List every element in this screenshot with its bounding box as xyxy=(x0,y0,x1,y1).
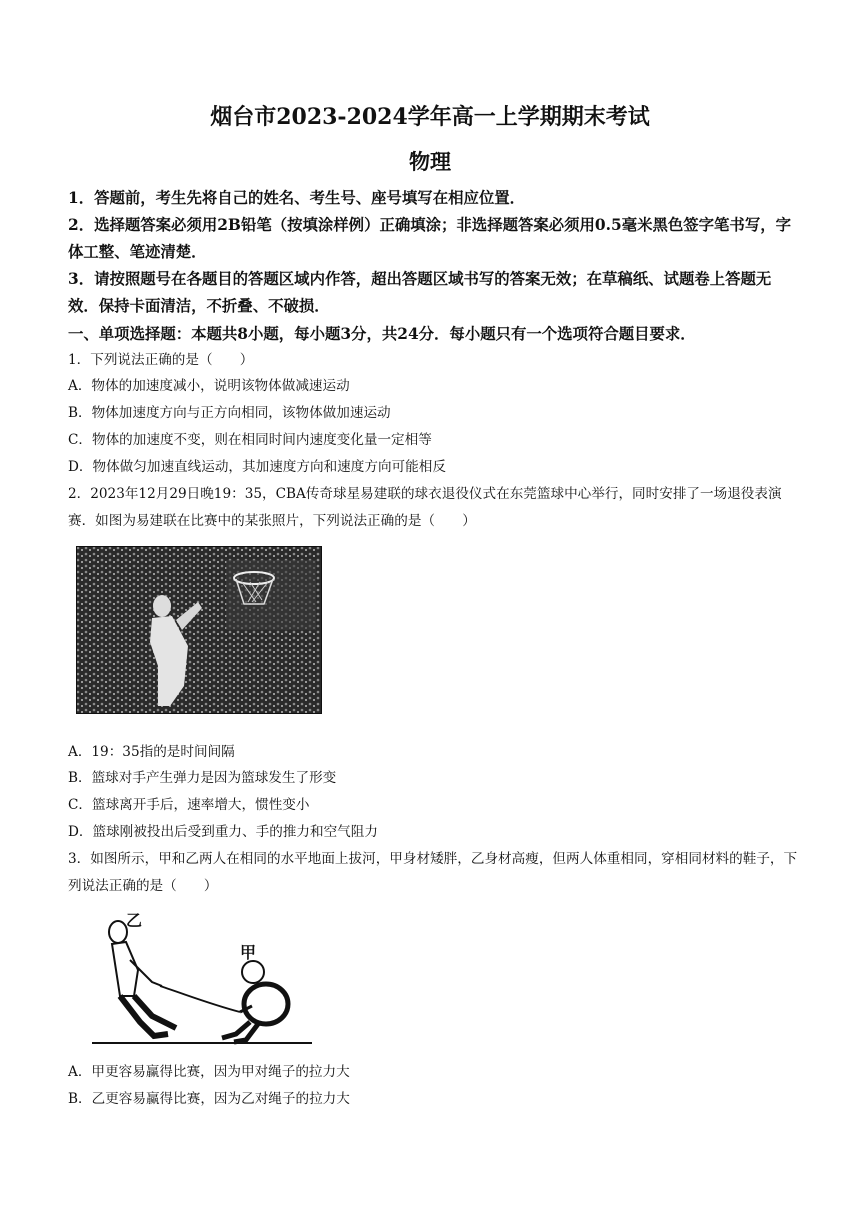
figure-label-jia: 甲 xyxy=(240,943,257,962)
instruction-2: 2．选择题答案必须用2B铅笔（按填涂样例）正确填涂；非选择题答案必须用0.5毫米黑色签字笔书写，字体工整、笔迹清楚． xyxy=(68,216,791,261)
question-2-option-a: A．19：35指的是时间间隔 xyxy=(68,744,235,760)
question-1-option-c: C．物体的加速度不变，则在相同时间内速度变化量一定相等 xyxy=(68,432,432,448)
question-1-option-d: D．物体做匀加速直线运动，其加速度方向和速度方向可能相反 xyxy=(68,459,446,475)
question-1-option-a: A．物体的加速度减小，说明该物体做减速运动 xyxy=(68,378,350,394)
question-1-option-b: B．物体加速度方向与正方向相同，该物体做加速运动 xyxy=(68,405,391,421)
figure-label-yi: 乙 xyxy=(126,911,143,930)
exam-title: 烟台市2023-2024学年高一上学期期末考试 xyxy=(210,104,650,130)
question-2-option-c: C．篮球离开手后，速率增大，惯性变小 xyxy=(68,797,310,813)
question-3-option-b: B．乙更容易赢得比赛，因为乙对绳子的拉力大 xyxy=(68,1091,350,1107)
instruction-3: 3．请按照题号在各题目的答题区域内作答，超出答题区域书写的答案无效；在草稿纸、试题卷上答题无效．保持卡面清洁，不折叠、不破损． xyxy=(68,270,772,315)
basketball-photo xyxy=(76,546,322,714)
tug-of-war-figure xyxy=(90,900,320,1050)
subject-title: 物理 xyxy=(409,149,451,174)
question-2-stem: 2．2023年12月29日晚19：35，CBA传奇球星易建联的球衣退役仪式在东莞篮球中心举行，同时安排了一场退役表演赛．如图为易建联在比赛中的某张照片，下列说法正确的是（ ） xyxy=(68,486,782,529)
instruction-1: 1．答题前，考生先将自己的姓名、考生号、座号填写在相应位置． xyxy=(68,189,526,207)
question-1-stem: 1．下列说法正确的是（ ） xyxy=(68,352,254,368)
question-2-option-b: B．篮球对手产生弹力是因为篮球发生了形变 xyxy=(68,770,337,786)
question-3-option-a: A．甲更容易赢得比赛，因为甲对绳子的拉力大 xyxy=(68,1064,350,1080)
question-2-option-d: D．篮球刚被投出后受到重力、手的推力和空气阻力 xyxy=(68,824,378,840)
question-3-stem: 3．如图所示，甲和乙两人在相同的水平地面上拔河，甲身材矮胖，乙身材高瘦，但两人体重相同，穿相同材料的鞋子，下列说法正确的是（ ） xyxy=(68,851,798,894)
section-heading: 一、单项选择题：本题共8小题，每小题3分，共24分．每小题只有一个选项符合题目要求． xyxy=(68,325,696,343)
